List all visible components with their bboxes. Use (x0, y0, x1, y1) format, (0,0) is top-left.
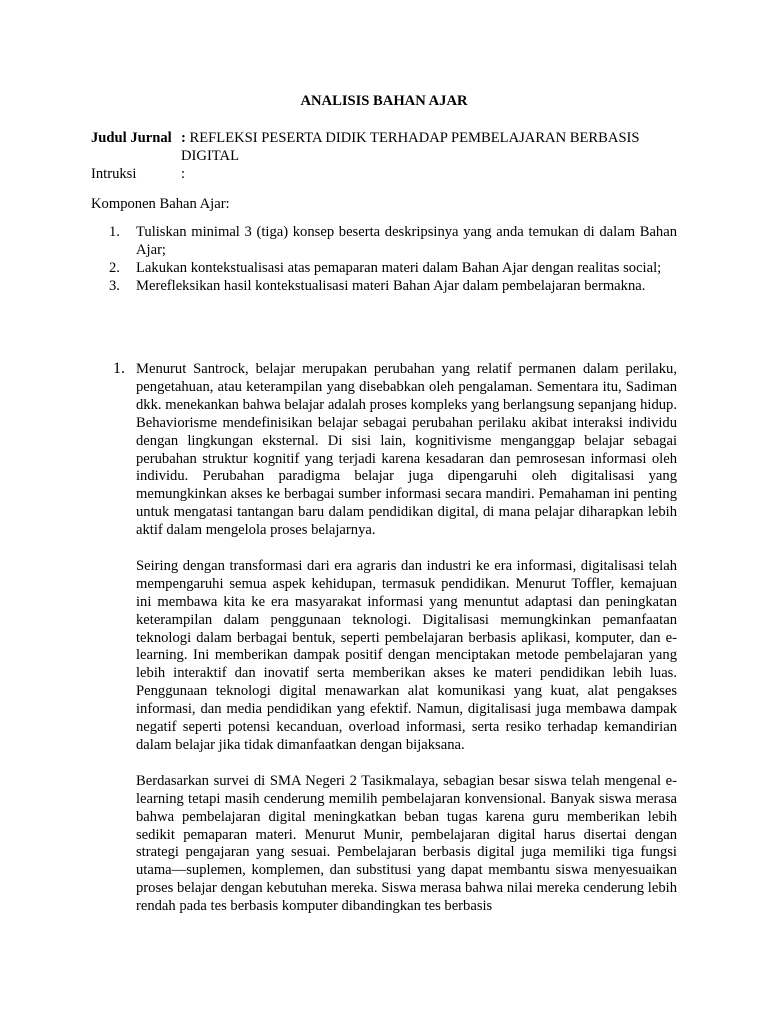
answer-paragraph: Berdasarkan survei di SMA Negeri 2 Tasikmalaya, sebagian besar siswa telah mengenal e-learning tetapi masih cenderung memilih pembelajaran konvensional. Banyak siswa merasa bahwa pembelajaran digital meningkatkan beban tugas karena guru memberikan lebih sedikit pemaparan materi. Menurut Munir, pembelajaran digital harus disertai dengan strategi pengajaran yang sesuai. Pembelajaran berbasis digital juga memiliki tiga fungsi utama—suplemen, komplemen, dan substitusi yang dapat membantu siswa menyesuaikan proses belajar dengan kebutuhan mereka. Siswa merasa bahwa nilai mereka cenderung lebih rendah pada tes berbasis komputer dibandingkan tes berbasis (136, 772, 677, 915)
answer-number: 1. (113, 360, 125, 377)
judul-label: Judul Jurnal (91, 130, 172, 146)
list-item-text: Lakukan kontekstualisasi atas pemaparan materi dalam Bahan Ajar dengan realitas social; (136, 259, 662, 276)
judul-value: REFLEKSI PESERTA DIDIK TERHADAP PEMBELAJARAN BERBASIS DIGITAL (181, 130, 640, 164)
answer-section (91, 360, 677, 934)
page-title: ANALISIS BAHAN AJAR (300, 93, 468, 109)
intruksi-value-wrap (181, 166, 691, 184)
judul-value-wrap (181, 130, 691, 166)
intruksi-colon: : (181, 165, 186, 182)
list-item-number: 2. (109, 259, 120, 276)
instruction-list (91, 224, 677, 296)
intruksi-label: Intruksi (91, 165, 137, 182)
judul-colon: : (181, 130, 186, 146)
answer-paragraph: Menurut Santrock, belajar merupakan perubahan yang relatif permanen dalam perilaku, pengetahuan, atau keterampilan yang disebabkan oleh pengalaman. Sementara itu, Sadiman dkk. menekankan bahwa belajar adalah proses kompleks yang berlangsung sepanjang hidup. Behaviorisme mendefinisikan belajar sebagai perubahan perilaku akibat interaksi individu dengan lingkungan eksternal. Di sisi lain, kognitivisme menganggap belajar sebagai perubahan struktur kognitif yang terjadi karena kesadaran dan pemrosesan informasi oleh individu. Perubahan paradigma belajar juga dipengaruhi oleh digitalisasi yang memungkinkan akses ke berbagai sumber informasi secara mandiri. Pemahaman ini penting untuk mengatasi tantangan baru dalam pendidikan digital, di mana pelajar diharapkan lebih aktif dalam mengelola proses belajarnya. (136, 361, 677, 539)
list-item-number: 3. (109, 277, 120, 294)
journal-meta (91, 130, 691, 184)
komponen-label: Komponen Bahan Ajar: (91, 196, 230, 212)
list-item (91, 260, 677, 278)
list-item-text: Tuliskan minimal 3 (tiga) konsep beserta deskripsinya yang anda temukan di dalam Bahan Ajar; (136, 224, 677, 258)
intruksi-row (91, 166, 691, 184)
list-item (91, 224, 677, 260)
answer-paragraph: Seiring dengan transformasi dari era agraris dan industri ke era informasi, digitalisasi telah mempengaruhi semua aspek kehidupan, termasuk pendidikan. Menurut Toffler, kemajuan ini membawa kita ke era masyarakat informasi yang menuntut adaptasi dan peningkatan keterampilan dalam penggunaan teknologi. Digitalisasi memungkinkan pemanfaatan teknologi dalam berbagai bentuk, seperti pembelajaran berbasis aplikasi, komputer, dan e-learning. Ini memberikan dampak positif dengan menciptakan metode pembelajaran yang lebih interaktif dan inovatif serta memberikan akses ke materi pendidikan lebih luas. Penggunaan teknologi digital menawarkan alat komunikasi yang kuat, alat pengakses informasi, dan media pendidikan yang efektif. Namun, digitalisasi juga membawa dampak negatif seperti potensi kecanduan, overload informasi, serta resiko terhadap kemandirian dalam belajar jika tidak dimanfaatkan dengan bijaksana. (136, 557, 677, 754)
judul-row (91, 130, 691, 166)
list-item (91, 278, 677, 296)
list-item-number: 1. (109, 224, 120, 240)
list-item-text: Merefleksikan hasil kontekstualisasi materi Bahan Ajar dalam pembelajaran bermakna. (136, 277, 646, 294)
